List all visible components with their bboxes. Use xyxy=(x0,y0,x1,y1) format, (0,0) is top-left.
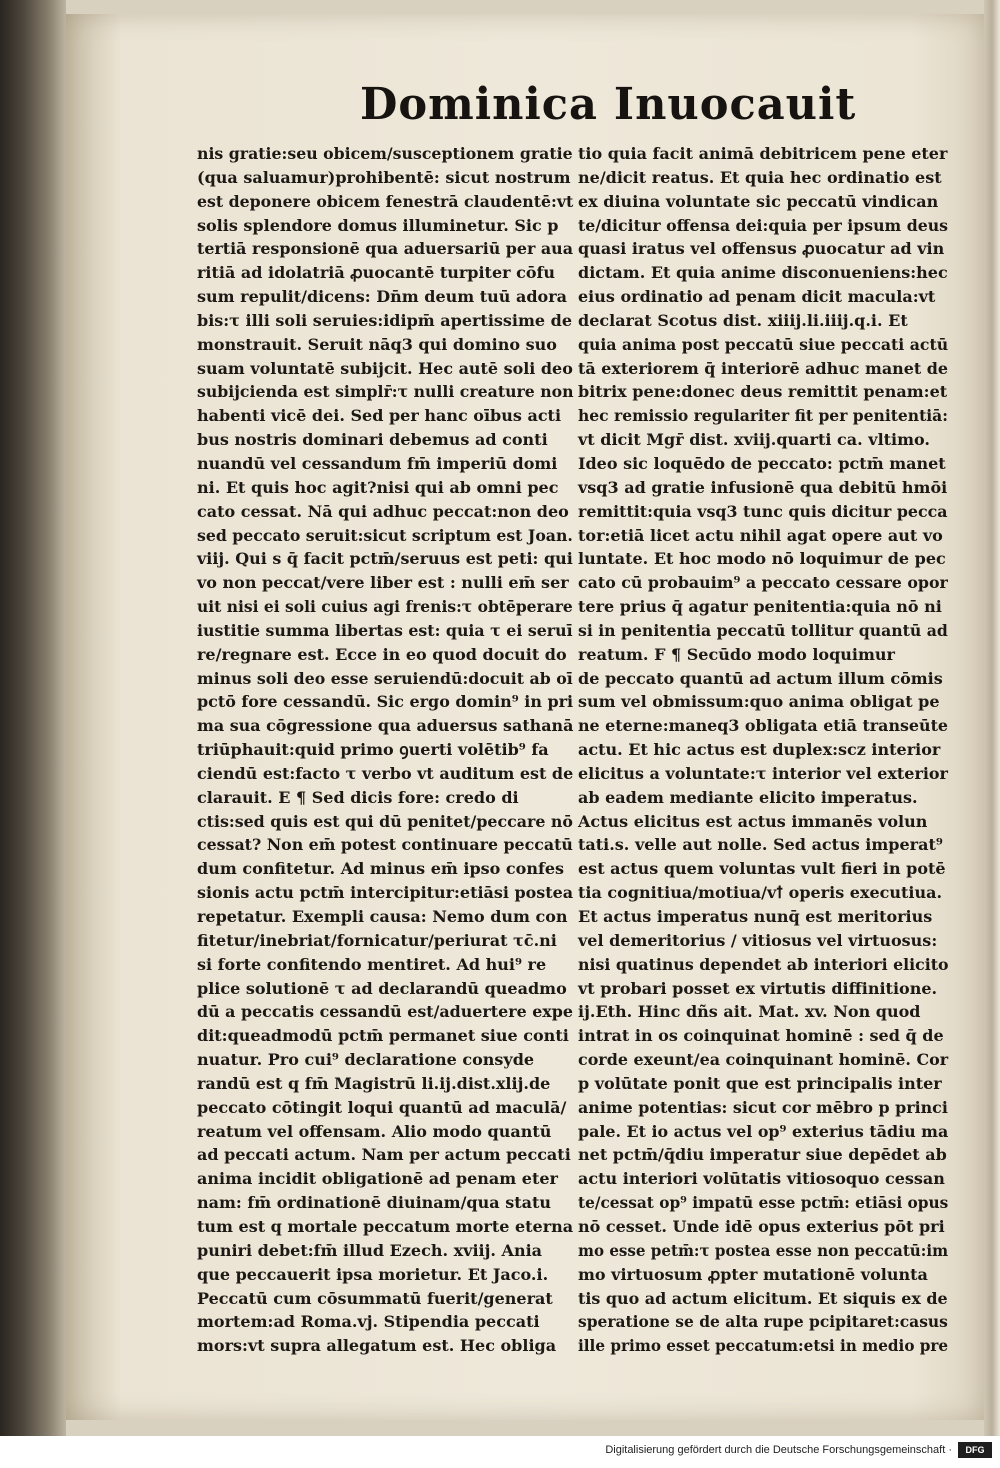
text-line: uit nisi ei soli cuius agi frenis:τ obtēperare xyxy=(197,597,573,617)
text-line: dit:queadmodū pctm̄ permanet siue conti xyxy=(197,1026,569,1046)
text-line: de peccato quantū ad actum illum cōmis xyxy=(578,668,943,688)
text-line: cato cessat. Nā qui adhuc peccat:non deo xyxy=(197,501,569,521)
text-line: quasi iratus vel offensus ꝓuocatur ad vin xyxy=(578,239,945,259)
text-line: cato cū probauim⁹ a peccato cessare opor xyxy=(578,573,948,593)
text-line: est deponere obicem fenestrā claudentē:vt xyxy=(197,191,574,211)
text-line: nuatur. Pro cui⁹ declaratione consyde xyxy=(197,1050,535,1070)
text-line: mors:vt supra allegatum est. Hec obliga xyxy=(197,1336,557,1356)
text-line: fitetur/inebriat/fornicatur/periurat τc̄.ni xyxy=(197,930,557,950)
text-line: eius ordinatio ad penam dicit macula:vt xyxy=(578,287,936,307)
text-line: elicitus a voluntate:τ interior vel exterior xyxy=(578,763,948,783)
text-line: vt dicit Mgr̄ dist. xviij.quarti ca. vltimo. xyxy=(578,430,930,450)
text-line: ritiā ad idolatriā ꝓuocantē turpiter cōfu xyxy=(197,263,556,283)
text-line: suam voluntatē subijcit. Hec autē soli deo xyxy=(197,358,573,378)
text-line: si forte confitendo mentiret. Ad hui⁹ re xyxy=(197,954,547,974)
text-line: declarat Scotus dist. xiiij.li.iiij.q.i. Et xyxy=(578,310,908,330)
text-line: cessat? Non em̄ potest continuare peccatū xyxy=(197,835,573,855)
text-line: ille primo esset peccatum:etsi in medio pre xyxy=(578,1336,949,1356)
text-line: subijcienda est simplr̄:τ nulli creature non xyxy=(197,382,574,402)
text-line: ad peccati actum. Nam per actum peccati xyxy=(197,1145,571,1165)
text-line: te/cessat op⁹ impatū esse pctm̄: etiāsi opus xyxy=(578,1193,949,1213)
text-line: re/regnare est. Ecce in eo quod docuit do xyxy=(197,644,567,664)
text-line: repetatur. Exempli causa: Nemo dum con xyxy=(197,907,568,926)
text-line: anima incidit obligationē ad penam eter xyxy=(197,1169,558,1189)
text-line: anime potentias: sicut cor mēbro p princi xyxy=(578,1097,948,1117)
text-line: ab eadem mediante elicito imperatus. xyxy=(578,787,918,807)
text-line: p volūtate ponit que est principalis inter xyxy=(578,1073,942,1093)
text-line: remittit:quia vsq3 tunc quis dicitur pecca xyxy=(578,501,948,521)
text-line: ne eterne:maneq3 obligata etiā transeūte xyxy=(578,716,949,736)
text-line: dū a peccatis cessandū est/aduertere expe xyxy=(197,1002,573,1022)
page-header-title: Dominica Inuocauit xyxy=(360,79,857,130)
text-line: luntate. Et hoc modo nō loquimur de pec xyxy=(578,549,946,569)
right-text-column xyxy=(578,142,948,1358)
text-line: tere prius q̄ agatur penitentia:quia nō ni xyxy=(578,597,942,617)
text-line: te/dicitur offensa dei:quia per ipsum deus xyxy=(578,215,949,235)
text-line: solis splendore domus illuminetur. Sic p xyxy=(197,215,559,235)
text-line: actu interiori volūtatis vitiosoquo cessan xyxy=(578,1169,945,1189)
text-line: ij.Eth. Hinc dñs ait. Mat. xv. Non quod xyxy=(578,1002,921,1022)
page-edge xyxy=(984,0,1000,1436)
text-line: bitrix pene:donec deus remittit penam:et xyxy=(578,382,948,402)
text-line: Ideo sic loquēdo de peccato: pctm̄ manet xyxy=(578,453,946,473)
text-line: nisi quatinus dependet ab interiori elicito xyxy=(578,954,949,974)
text-line: tor:etiā licet actu nihil agat opere aut vo xyxy=(578,525,943,545)
text-line: tā exteriorem q̄ interiorē adhuc manet de xyxy=(578,358,949,378)
text-line: quia anima post peccatū siue peccati actū xyxy=(578,334,949,354)
text-line: clarauit. E ¶ Sed dicis fore: credo di xyxy=(197,787,519,807)
text-line: vsq3 ad gratie infusionē qua debitū hmōi xyxy=(578,477,948,497)
text-line: nuandū vel cessandum fm̄ imperiū domi xyxy=(197,453,558,473)
text-line: intrat in os coinquinat hominē : sed q̄ de xyxy=(578,1026,944,1046)
text-line: ne/dicit reatus. Et quia hec ordinatio est xyxy=(578,167,942,187)
book-gutter xyxy=(0,0,66,1436)
text-line: Et actus imperatus nunq̄ est meritorius xyxy=(578,907,933,926)
text-line: si in penitentia peccatū tollitur quantū ad xyxy=(578,620,948,640)
text-line: bis:τ illi soli seruies:idipm̄ apertissime de xyxy=(197,310,573,330)
text-line: ex diuina voluntate sic peccatū vindican xyxy=(578,191,939,211)
dfg-logo: DFG xyxy=(958,1442,992,1458)
dfg-funding-note: Digitalisierung gefördert durch die Deutsche Forschungsgemeinschaft · xyxy=(605,1444,952,1456)
text-line: bus nostris dominari debemus ad conti xyxy=(197,430,548,450)
text-line: dum confitetur. Ad minus em̄ ipso confes xyxy=(197,859,565,879)
text-line: speratione se de alta rupe pcipitaret:casus xyxy=(578,1312,948,1332)
text-line: pale. Et io actus vel op⁹ exterius tādiu ma xyxy=(578,1121,949,1141)
text-line: reatum vel offensam. Alio modo quantū xyxy=(197,1121,552,1141)
text-line: tis quo ad actum elicitum. Et siquis ex de xyxy=(578,1288,948,1308)
text-line: habenti vicē dei. Sed per hanc oībus acti xyxy=(197,406,562,426)
text-line: mo virtuosum ꝓpter mutationē volunta xyxy=(578,1264,928,1284)
text-line: tio quia facit animā debitricem pene eter xyxy=(578,144,948,163)
text-line: dictam. Et quia anime disconueniens:hec xyxy=(578,263,948,283)
text-line: ciendū est:facto τ verbo vt auditum est de xyxy=(197,763,574,783)
text-line: nam: fm̄ ordinationē diuinam/qua statu xyxy=(197,1193,551,1213)
text-line: triūphauit:quid primo ꝯuerti volētib⁹ fa xyxy=(197,740,549,760)
text-line: pctō fore cessandū. Sic ergo domin⁹ in pri xyxy=(197,692,574,712)
text-line: minus soli deo esse seruiendū:docuit ab oī xyxy=(197,668,573,688)
text-line: tati.s. velle aut nolle. Sed actus imperat⁹ xyxy=(578,835,943,855)
text-line: que peccauerit ipsa morietur. Et Jaco.i. xyxy=(197,1264,549,1284)
text-line: sed peccato seruit:sicut scriptum est Joan. xyxy=(197,525,573,545)
text-line: hec remissio regulariter fit per penitentiā: xyxy=(578,406,948,426)
text-line: tia cognitiua/motiua/vꝉ operis executiua. xyxy=(578,883,943,903)
text-line: net pctm̄/q̄diu imperatur siue depēdet ab xyxy=(578,1145,947,1165)
text-line: iustitie summa libertas est: quia τ ei seruī xyxy=(197,620,573,640)
text-line: viij. Qui s q̄ facit pctm̄/seruus est peti: qui xyxy=(197,549,573,569)
text-line: plice solutionē τ ad declarandū queadmo xyxy=(197,978,567,998)
text-line: vo non peccat/vere liber est : nulli em̄ ser xyxy=(197,573,569,593)
text-line: vt probari posset ex virtutis diffinitione. xyxy=(578,978,938,998)
text-line: actu. Et hic actus est duplex:scz interior xyxy=(578,740,941,760)
text-line: randū est q fm̄ Magistrū li.ij.dist.xlij.de xyxy=(197,1073,551,1093)
text-line: nis gratie:seu obicem/susceptionem gratie xyxy=(197,144,573,163)
text-line: ma sua cōgressione qua aduersus sathanā xyxy=(197,716,574,736)
text-line: ctis:sed quis est qui dū penitet/peccare nō xyxy=(197,811,573,831)
text-line: (qua saluamur)prohibentē: sicut nostrum xyxy=(197,167,571,187)
text-line: vel demeritorius / vitiosus vel virtuosus: xyxy=(578,930,938,950)
text-line: est actus quem voluntas vult fieri in potē xyxy=(578,859,946,879)
text-line: monstrauit. Seruit nāq3 qui domino suo xyxy=(197,334,557,354)
text-line: Peccatū cum cōsummatū fuerit/generat xyxy=(197,1288,553,1308)
text-line: corde exeunt/ea coinquinant hominē. Cor xyxy=(578,1050,949,1070)
text-line: puniri debet:fm̄ illud Ezech. xviij. Ania xyxy=(197,1240,543,1260)
text-line: peccato cōtingit loqui quantū ad maculā/ xyxy=(197,1097,567,1117)
text-line: sum repulit/dicens: Dn̄m deum tuū adora xyxy=(197,287,568,307)
text-line: reatum. F ¶ Secūdo modo loquimur xyxy=(578,644,895,664)
text-line: mortem:ad Roma.vj. Stipendia peccati xyxy=(197,1312,540,1332)
text-line: sionis actu pctm̄ intercipitur:etiāsi postea xyxy=(197,883,574,903)
text-line: Actus elicitus est actus immanēs volun xyxy=(578,811,928,831)
text-line: ni. Et quis hoc agit?nisi qui ab omni pec xyxy=(197,477,559,497)
text-line: tertiā responsionē qua aduersariū per aua xyxy=(197,239,573,259)
text-line: sum vel obmissum:quo anima obligat pe xyxy=(578,692,940,712)
left-text-column xyxy=(197,142,573,1358)
text-line: nō cesset. Unde idē opus exterius pōt pri xyxy=(578,1216,945,1236)
text-line: tum est q mortale peccatum morte eterna xyxy=(197,1216,574,1236)
text-line: mo esse petm̄:τ postea esse non peccatū:im xyxy=(578,1240,949,1260)
